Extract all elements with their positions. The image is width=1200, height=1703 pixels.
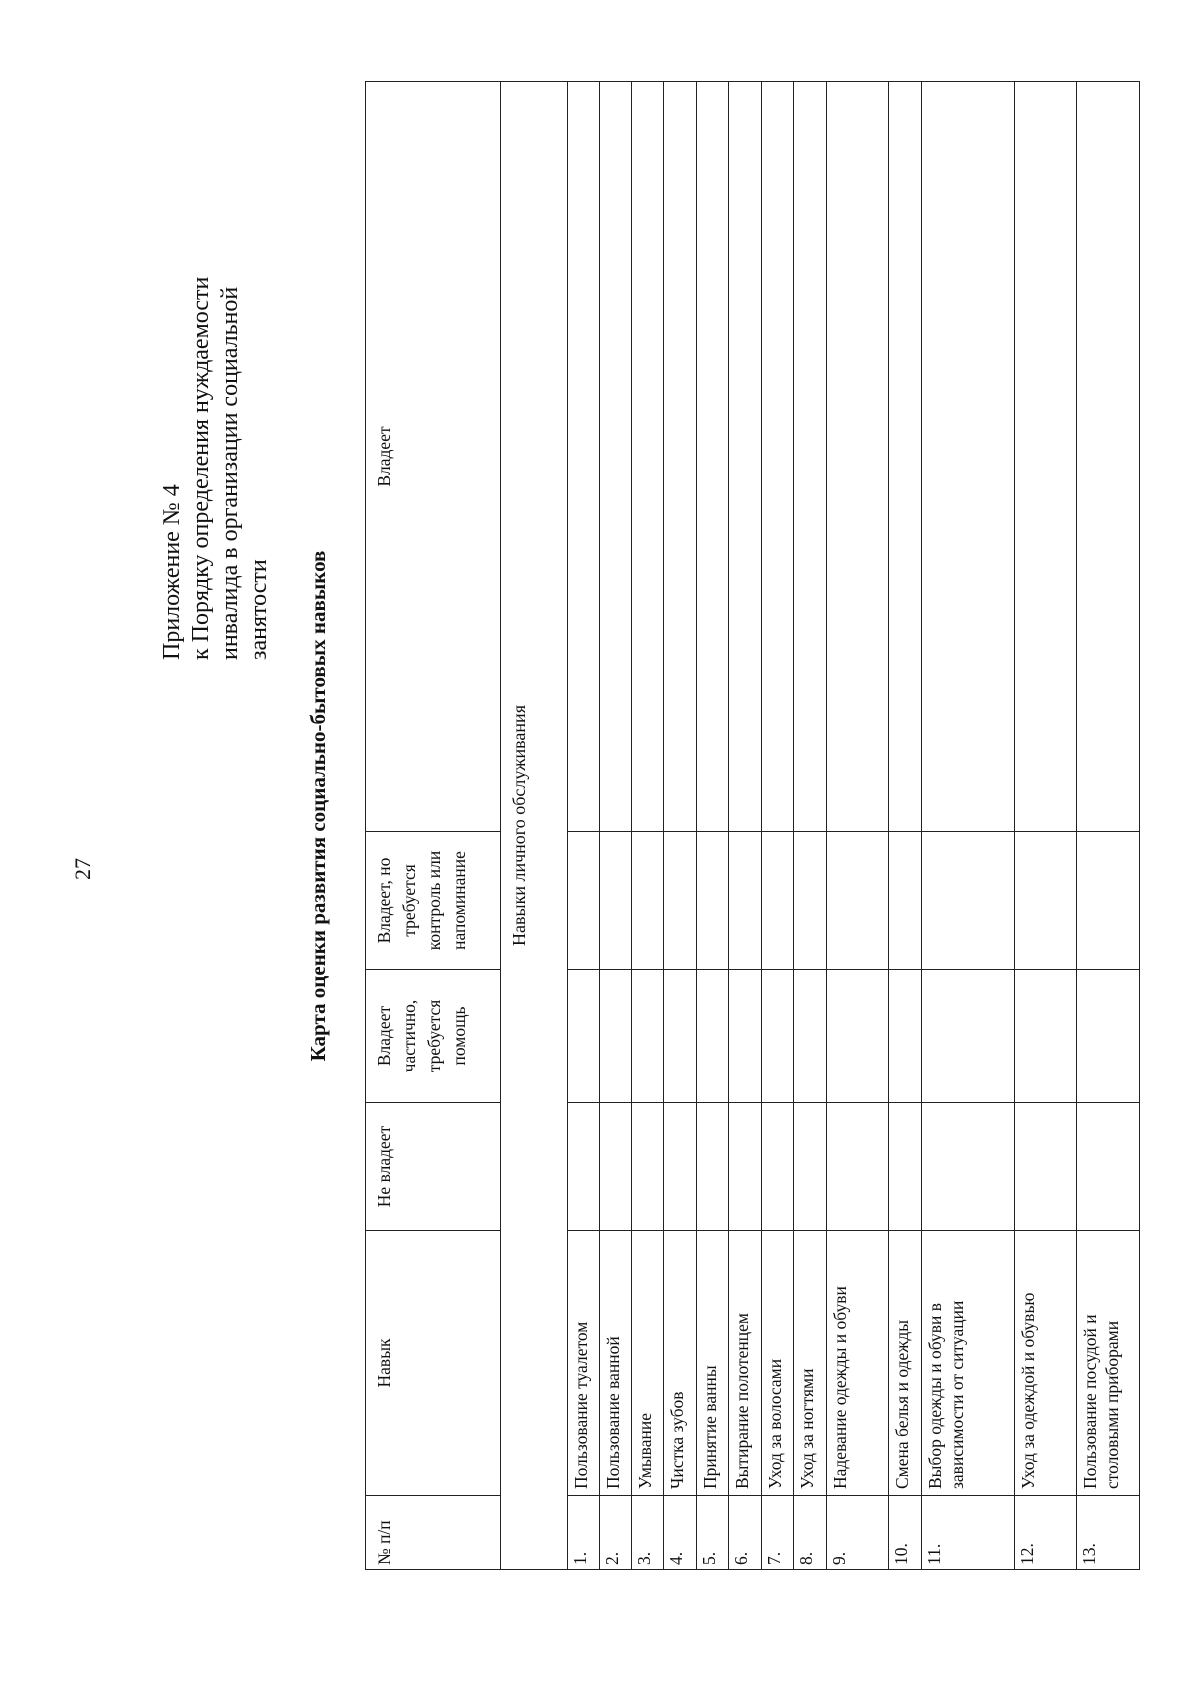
- table-row: [632, 82, 664, 1570]
- row-number: 12.: [1014, 1496, 1077, 1570]
- cell-not-possess[interactable]: [889, 1103, 921, 1231]
- page-number: 27: [70, 858, 95, 880]
- cell-partial[interactable]: [794, 970, 826, 1103]
- cell-possess[interactable]: [632, 82, 664, 832]
- cell-partial[interactable]: [826, 970, 889, 1103]
- row-skill: Пользование посудой и столовыми приборами: [1077, 1231, 1140, 1496]
- cell-partial[interactable]: [1077, 970, 1140, 1103]
- appendix-block: [158, 276, 274, 660]
- cell-not-possess[interactable]: [794, 1103, 826, 1231]
- row-skill: Уход за одеждой и обувью: [1014, 1231, 1077, 1496]
- cell-control[interactable]: [761, 832, 793, 970]
- header-control: Владеет, но требуется контроль или напоминание: [366, 832, 501, 970]
- cell-partial[interactable]: [664, 970, 696, 1103]
- row-skill: Умывание: [632, 1231, 664, 1496]
- appendix-line: инвалида в организации социальной: [217, 286, 243, 660]
- header-number: № п/п: [366, 1496, 501, 1570]
- appendix-line: к Порядку определения нуждаемости: [188, 276, 214, 660]
- cell-control[interactable]: [664, 832, 696, 970]
- cell-control[interactable]: [889, 832, 921, 970]
- cell-possess[interactable]: [696, 82, 728, 832]
- cell-not-possess[interactable]: [761, 1103, 793, 1231]
- row-skill: Вытирание полотенцем: [729, 1231, 761, 1496]
- cell-control[interactable]: [826, 832, 889, 970]
- table-row: [664, 82, 696, 1570]
- row-skill: Уход за волосами: [761, 1231, 793, 1496]
- row-number: 7.: [761, 1496, 793, 1570]
- row-skill: Уход за ногтями: [794, 1231, 826, 1496]
- header-possess: Владеет: [366, 82, 501, 832]
- cell-partial[interactable]: [632, 970, 664, 1103]
- cell-possess[interactable]: [664, 82, 696, 832]
- row-number: 8.: [794, 1496, 826, 1570]
- row-number: 2.: [599, 1496, 631, 1570]
- table-row: [1014, 82, 1077, 1570]
- cell-not-possess[interactable]: [664, 1103, 696, 1231]
- skills-table: [365, 81, 1140, 1570]
- table-row: [889, 82, 921, 1570]
- row-number: 1.: [568, 1496, 599, 1570]
- table-row: [921, 82, 1014, 1570]
- cell-control[interactable]: [729, 832, 761, 970]
- row-number: 6.: [729, 1496, 761, 1570]
- cell-control[interactable]: [1014, 832, 1077, 970]
- cell-possess[interactable]: [794, 82, 826, 832]
- cell-possess[interactable]: [1014, 82, 1077, 832]
- row-number: 11.: [921, 1496, 1014, 1570]
- table-row: [794, 82, 826, 1570]
- cell-control[interactable]: [921, 832, 1014, 970]
- cell-control[interactable]: [696, 832, 728, 970]
- table-row: [1077, 82, 1140, 1570]
- table-row: [729, 82, 761, 1570]
- cell-not-possess[interactable]: [599, 1103, 631, 1231]
- row-skill: Чистка зубов: [664, 1231, 696, 1496]
- table-row: [568, 82, 599, 1570]
- cell-not-possess[interactable]: [729, 1103, 761, 1231]
- cell-control[interactable]: [599, 832, 631, 970]
- cell-possess[interactable]: [826, 82, 889, 832]
- table-row: [761, 82, 793, 1570]
- header-skill: Навык: [366, 1231, 501, 1496]
- header-row: [366, 82, 501, 1570]
- cell-partial[interactable]: [599, 970, 631, 1103]
- cell-partial[interactable]: [889, 970, 921, 1103]
- cell-control[interactable]: [632, 832, 664, 970]
- cell-control[interactable]: [1077, 832, 1140, 970]
- row-number: 3.: [632, 1496, 664, 1570]
- row-skill: Надевание одежды и обуви: [826, 1231, 889, 1496]
- row-skill: Смена белья и одежды: [889, 1231, 921, 1496]
- section-title: Навыки личного обслуживания: [501, 82, 568, 1570]
- document-title: Карта оценки развития социально-бытовых навыков: [306, 550, 330, 1062]
- table-row: [696, 82, 728, 1570]
- cell-control[interactable]: [568, 832, 599, 970]
- cell-possess[interactable]: [889, 82, 921, 832]
- row-skill: Пользование ванной: [599, 1231, 631, 1496]
- table-row: [599, 82, 631, 1570]
- cell-partial[interactable]: [696, 970, 728, 1103]
- cell-possess[interactable]: [1077, 82, 1140, 832]
- cell-not-possess[interactable]: [568, 1103, 599, 1231]
- appendix-line: занятости: [246, 559, 272, 660]
- cell-possess[interactable]: [599, 82, 631, 832]
- row-skill: Пользование туалетом: [568, 1231, 599, 1496]
- cell-partial[interactable]: [729, 970, 761, 1103]
- cell-partial[interactable]: [921, 970, 1014, 1103]
- cell-not-possess[interactable]: [921, 1103, 1014, 1231]
- row-number: 9.: [826, 1496, 889, 1570]
- cell-partial[interactable]: [761, 970, 793, 1103]
- cell-possess[interactable]: [729, 82, 761, 832]
- cell-possess[interactable]: [921, 82, 1014, 832]
- cell-not-possess[interactable]: [1077, 1103, 1140, 1231]
- cell-partial[interactable]: [568, 970, 599, 1103]
- row-skill: Принятие ванны: [696, 1231, 728, 1496]
- cell-not-possess[interactable]: [826, 1103, 889, 1231]
- row-skill: Выбор одежды и обуви в зависимости от ситуации: [921, 1231, 1014, 1496]
- cell-possess[interactable]: [761, 82, 793, 832]
- row-number: 13.: [1077, 1496, 1140, 1570]
- section-row: [501, 82, 568, 1570]
- row-number: 10.: [889, 1496, 921, 1570]
- cell-control[interactable]: [794, 832, 826, 970]
- cell-possess[interactable]: [568, 82, 599, 832]
- cell-not-possess[interactable]: [632, 1103, 664, 1231]
- row-number: 5.: [696, 1496, 728, 1570]
- row-number: 4.: [664, 1496, 696, 1570]
- cell-partial[interactable]: [1014, 970, 1077, 1103]
- cell-not-possess[interactable]: [696, 1103, 728, 1231]
- appendix-line: Приложение № 4: [159, 484, 185, 660]
- table-row: [826, 82, 889, 1570]
- header-not-possess: Не владеет: [366, 1103, 501, 1231]
- header-partial: Владеет частично, требуется помощь: [366, 970, 501, 1103]
- cell-not-possess[interactable]: [1014, 1103, 1077, 1231]
